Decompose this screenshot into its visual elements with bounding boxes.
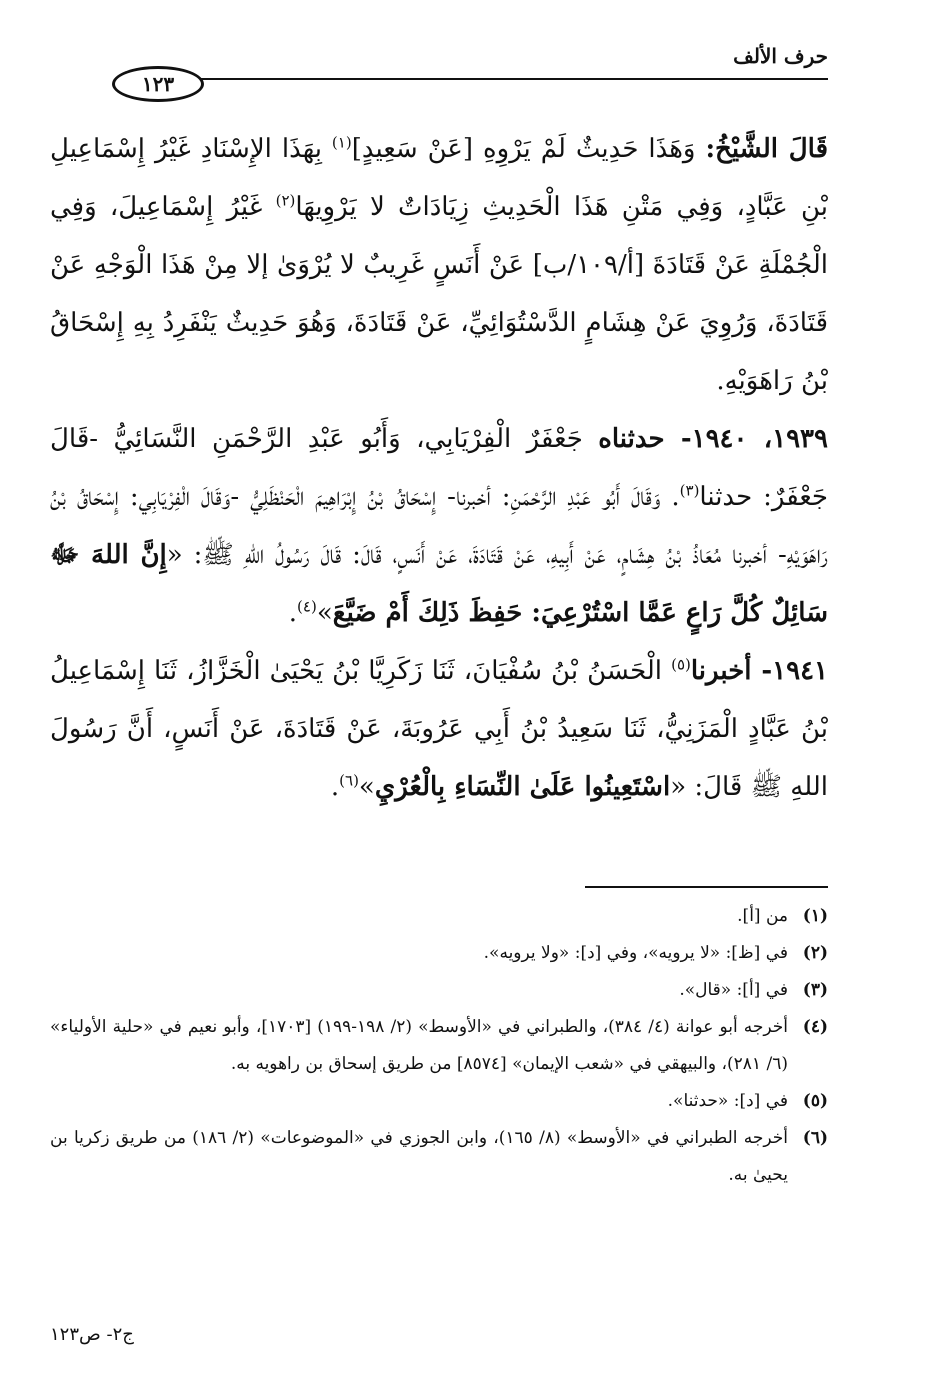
paragraph-lead: قَالَ الشَّيْخُ: <box>705 134 829 164</box>
text-run: جَعْفَرٌ الْفِرْيَابِي، وَأَبُو عَبْدِ الرَّحْمَنِ النَّسَائِيُّ -قَالَ جَعْفَرٌ: حدثنا <box>50 424 828 512</box>
paragraph-2 <box>50 410 828 642</box>
paragraph-3 <box>50 642 828 816</box>
hadith-number: ١٩٣٩، ١٩٤٠- حدثناه <box>598 424 828 454</box>
text-run: وَهَذَا حَدِيثٌ لَمْ يَرْوِهِ [عَنْ سَعِيدٍ] <box>351 134 706 164</box>
footnotes <box>50 898 828 1194</box>
footnote-ref[interactable]: (٢) <box>275 191 296 210</box>
footnote-text: في [د]: «حدثنا». <box>667 1091 788 1111</box>
footnote-text: من [أ]. <box>737 906 788 926</box>
page-header <box>50 40 828 100</box>
header-rule <box>200 78 828 80</box>
footnote-item <box>50 935 828 972</box>
footnote-item <box>50 1009 828 1083</box>
footnote-text: أخرجه أبو عوانة (٤/ ٣٨٤)، والطبراني في «الأوسط» (٢/ ١٩٨-١٩٩) [١٧٠٣]، وأبو نعيم في «حلية الأولياء» (٦/ ٢٨١)، والبيهقي في «شعب الإيمان» [٨٥٧٤] من طريق إسحاق بن راهويه به. <box>50 1017 789 1074</box>
text-run: » <box>316 598 333 628</box>
page-number-oval <box>112 66 204 102</box>
text-run: . <box>330 772 340 802</box>
footnote-item <box>50 972 828 1009</box>
footnote-number: (٥) <box>802 1091 828 1111</box>
footnote-text: في [ظ]: «لا يرويه»، وفي [د]: «ولا يرويه». <box>483 943 788 963</box>
chapter-title: حرف الألف <box>733 44 828 68</box>
page-number: ١٢٣ <box>141 72 175 96</box>
footnote-item <box>50 898 828 935</box>
footnote-item <box>50 1120 828 1194</box>
footnote-text: أخرجه الطبراني في «الأوسط» (٨/ ١٦٥)، وابن الجوزي في «الموضوعات» (٢/ ١٨٦) من طريق زكريا بن يحيىٰ به. <box>50 1128 788 1185</box>
hadith-quote: إِنَّ اللهَ ﷻ سَائِلٌ كُلَّ رَاعٍ عَمَّا اسْتُرْعِيَ: حَفِظَ ذَلِكَ أَمْ ضَيَّعَ <box>50 540 828 628</box>
text-run: . <box>288 598 298 628</box>
footnote-number: (١) <box>802 906 828 926</box>
text-run: » <box>358 772 375 802</box>
footnote-number: (٢) <box>802 943 828 963</box>
text-run: الْحَسَنُ بْنُ سُفْيَانَ، ثَنَا زَكَرِيَّا بْنُ يَحْيَىٰ الْخَزَّازُ، ثَنَا إِسْمَاعِيلُ بْنُ عَبَّادٍ الْمَزَنِيُّ، ثَنَا سَعِيدُ بْنُ أَبِي عَرُوبَةَ، عَنْ قَتَادَةَ، عَنْ أَنَسٍ، أَنَّ رَسُولَ اللهِ ﷺ قَالَ: « <box>50 656 828 802</box>
footnote-number: (٤) <box>802 1017 828 1037</box>
text-run: غَيْرُ إِسْمَاعِيلَ، وَفِي الْجُمْلَةِ عَنْ قَتَادَةَ [أ/١٠٩/ب] عَنْ أَنَسٍ غَرِيبٌ لا يُرْوَىٰ إلا مِنْ هَذَا الْوَجْهِ عَنْ قَتَادَةَ، وَرُوِيَ عَنْ هِشَامٍ الدَّسْتُوَائِيِّ، عَنْ قَتَادَةَ، وَهُوَ حَدِيثٌ يَنْفَرِدُ بِهِ إِسْحَاقُ بْنُ رَاهَوَيْهِ. <box>50 192 828 396</box>
hadith-quote: اسْتَعِينُوا عَلَىٰ النِّسَاءِ بِالْعُرْيِ <box>374 772 671 802</box>
footnote-text: في [أ]: «قال». <box>679 980 788 1000</box>
footnote-item <box>50 1083 828 1120</box>
footnote-separator <box>585 886 828 888</box>
hadith-number: ١٩٤١- أخبرنا <box>690 656 828 686</box>
paragraph-1 <box>50 120 828 410</box>
text-run: بِهَذَا الإِسْنَادِ غَيْرُ إِسْمَاعِيلِ بْنِ عَبَّادٍ، وَفِي مَتْنِ هَذَا الْحَدِيثِ زِيَادَاتٌ لا يَرْوِيهَا <box>50 134 828 222</box>
footnote-ref[interactable]: (١) <box>331 133 352 152</box>
page-footer <box>50 1324 134 1345</box>
footnote-number: (٦) <box>802 1128 828 1148</box>
footnote-ref[interactable]: (٤) <box>297 597 317 616</box>
footnote-ref[interactable]: (٥) <box>671 655 691 674</box>
volume-page-ref: ج٢- ص١٢٣ <box>50 1324 134 1345</box>
footnote-number: (٣) <box>802 980 828 1000</box>
footnote-ref[interactable]: (٣) <box>679 481 700 500</box>
main-text <box>50 120 828 816</box>
footnote-ref[interactable]: (٦) <box>339 771 359 790</box>
text-run: . وَقَالَ أَبُو عَبْدِ الرَّحْمَنِ: أخبرنا- إِسْحَاقُ بْنُ إِبْرَاهِيمَ الْحَنْظَلِيُّ -وَقَالَ الْفِرْيَابِي: إِسْحَاقُ بْنُ رَاهَوَيْهِ- أخبرنا مُعَاذُ بْنُ هِشَامٍ، عَنْ أَبِيهِ، عَنْ قَتَادَةَ، عَنْ أَنَسٍ، قَالَ: قَالَ رَسُولُ اللهِ ﷺ: « <box>50 482 828 570</box>
